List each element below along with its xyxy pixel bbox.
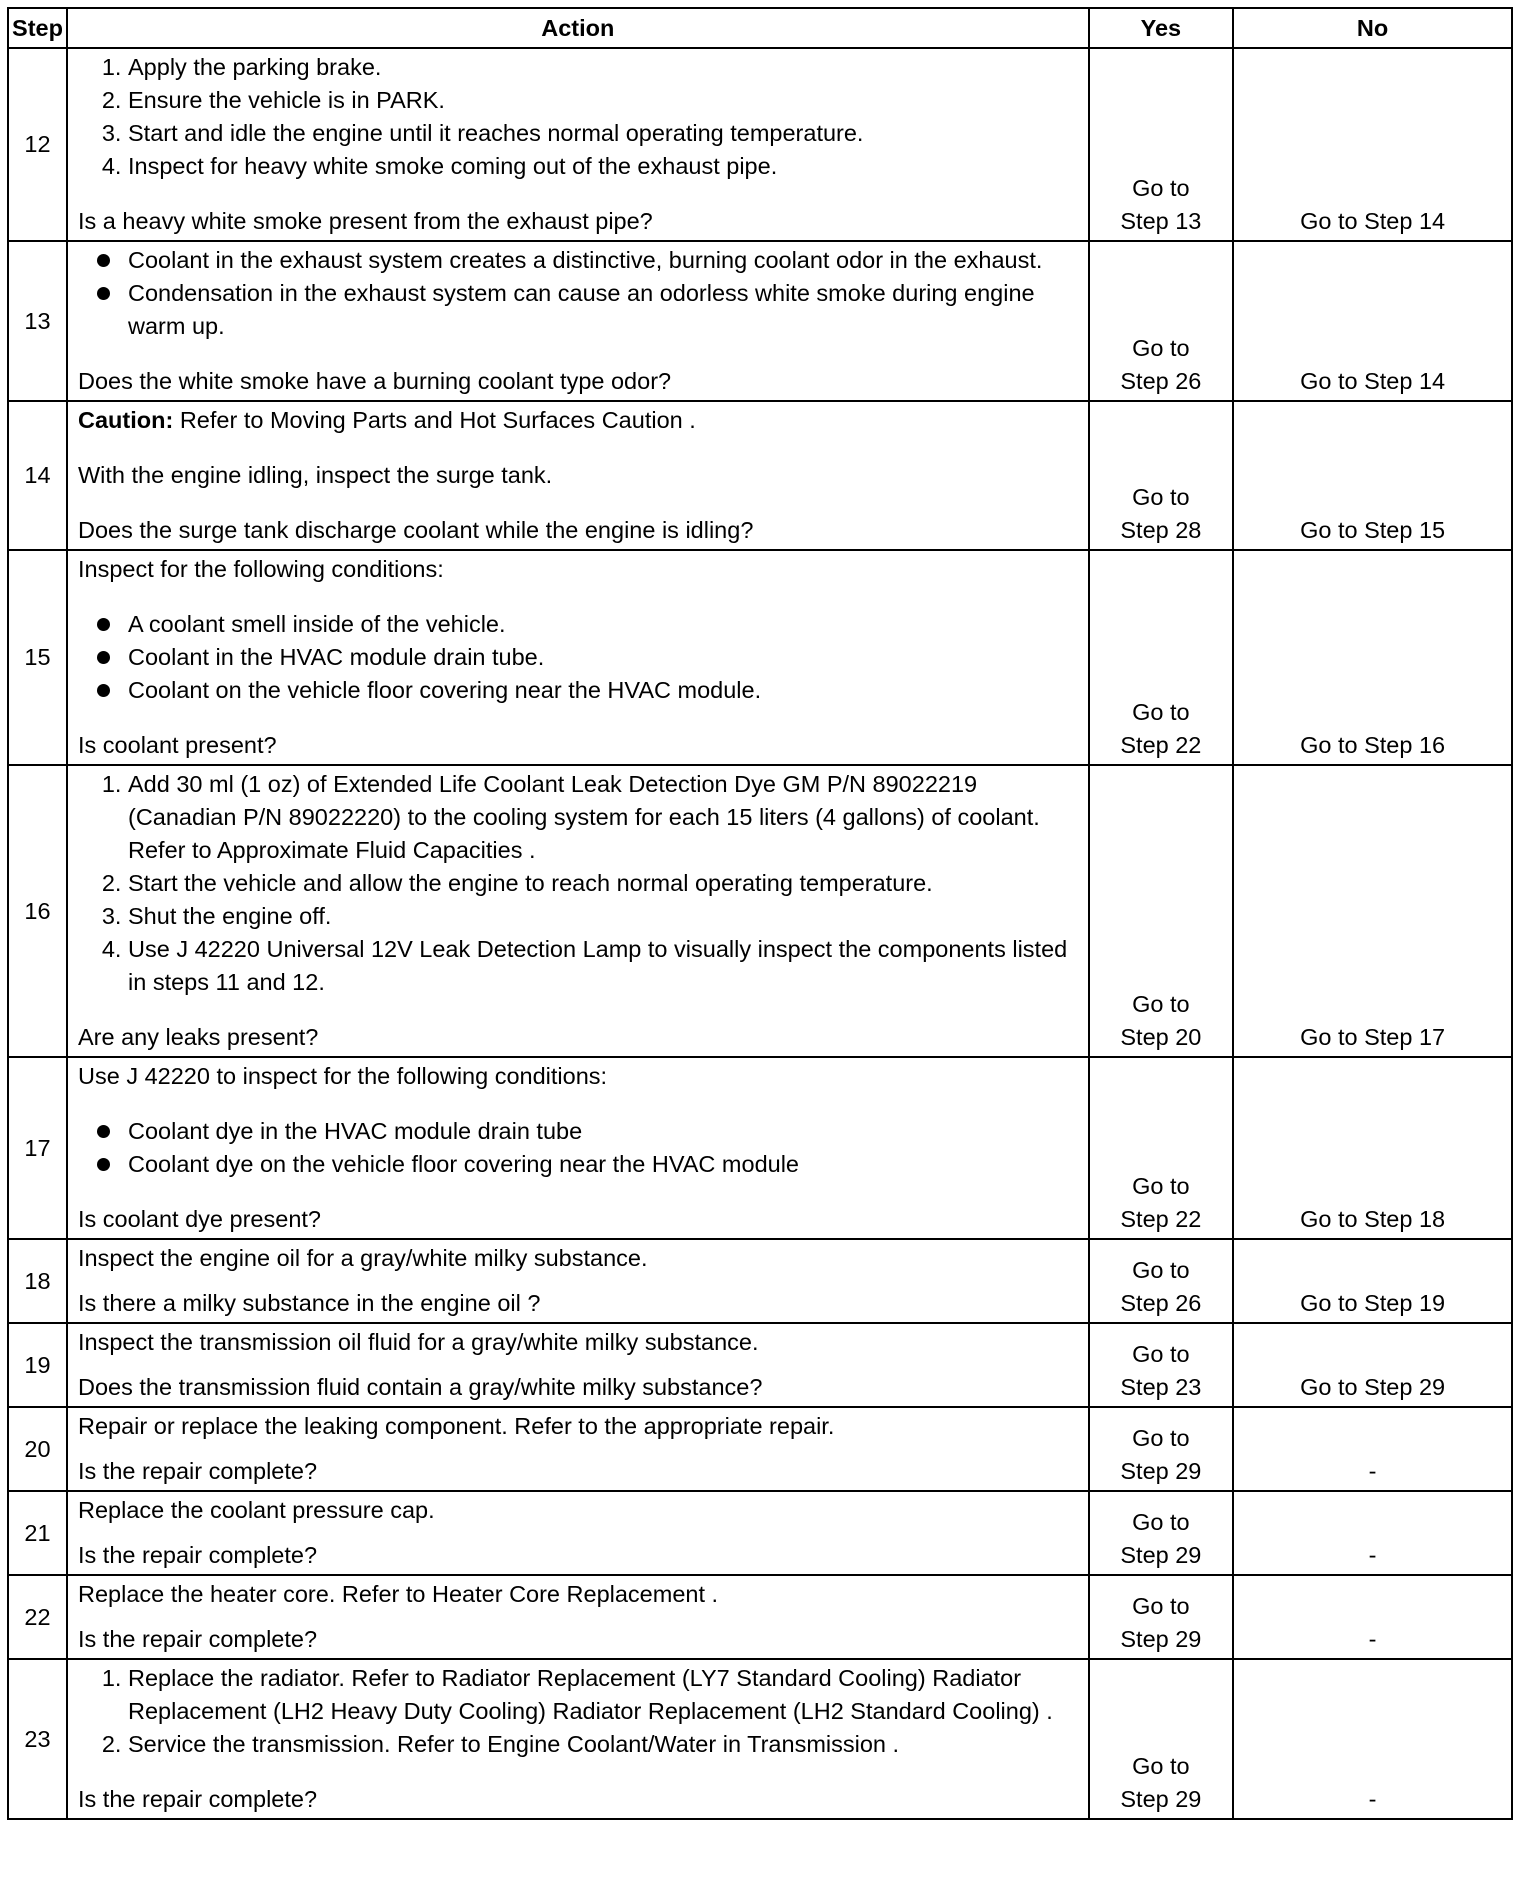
yes-goto: Go to bbox=[1132, 1753, 1190, 1779]
question-text: Is there a milky substance in the engine oil ? bbox=[78, 1290, 541, 1316]
step-number: 18 bbox=[8, 1239, 67, 1323]
yes-cell bbox=[1089, 48, 1234, 241]
yes-step: Step 29 bbox=[1120, 1542, 1202, 1568]
step-number: 17 bbox=[8, 1057, 67, 1239]
table-row bbox=[8, 765, 1512, 1057]
yes-step: Step 26 bbox=[1120, 1290, 1202, 1316]
list-item: 1. Add 30 ml (1 oz) of Extended Life Coolant Leak Detection Dye GM P/N 89022219 (Canadian P/N 89022220) to the cooling system for each 15 liters (4 gallons) of coolant. Refer to Approximate Fluid Capacities . bbox=[128, 768, 1080, 867]
action-text: Repair or replace the leaking component. Refer to the appropriate repair. bbox=[78, 1413, 835, 1439]
caution-text: Refer to Moving Parts and Hot Surfaces Caution . bbox=[173, 407, 696, 433]
yes-step: Step 22 bbox=[1120, 732, 1202, 758]
list-item: 2. Service the transmission. Refer to Engine Coolant/Water in Transmission . bbox=[128, 1728, 1080, 1761]
table-row bbox=[8, 1407, 1512, 1491]
yes-cell bbox=[1089, 241, 1234, 401]
caution-line bbox=[78, 404, 1080, 437]
action-cell bbox=[67, 241, 1089, 401]
yes-step: Step 22 bbox=[1120, 1206, 1202, 1232]
yes-cell bbox=[1089, 1057, 1234, 1239]
yes-cell bbox=[1089, 1239, 1234, 1323]
yes-goto: Go to bbox=[1132, 1593, 1190, 1619]
list-item: Coolant dye in the HVAC module drain tube bbox=[128, 1115, 1080, 1148]
step-number: 19 bbox=[8, 1323, 67, 1407]
yes-cell bbox=[1089, 1659, 1234, 1819]
yes-goto: Go to bbox=[1132, 1425, 1190, 1451]
numbered-list bbox=[78, 1662, 1080, 1761]
yes-step: Step 23 bbox=[1120, 1374, 1202, 1400]
list-item: Coolant in the exhaust system creates a distinctive, burning coolant odor in the exhaust. bbox=[128, 244, 1080, 277]
step-number: 14 bbox=[8, 401, 67, 550]
action-cell bbox=[67, 48, 1089, 241]
caution-label: Caution: bbox=[78, 407, 174, 433]
yes-step: Step 26 bbox=[1120, 368, 1202, 394]
list-item: Coolant in the HVAC module drain tube. bbox=[128, 641, 1080, 674]
table-row bbox=[8, 1323, 1512, 1407]
no-cell: Go to Step 19 bbox=[1233, 1239, 1512, 1323]
step-number: 15 bbox=[8, 550, 67, 765]
question-text: Is coolant dye present? bbox=[78, 1206, 321, 1232]
no-cell: - bbox=[1233, 1407, 1512, 1491]
action-text: Replace the heater core. Refer to Heater Core Replacement . bbox=[78, 1581, 719, 1607]
question-text: Does the white smoke have a burning coolant type odor? bbox=[78, 368, 672, 394]
step-number: 12 bbox=[8, 48, 67, 241]
list-item: 3. Start and idle the engine until it reaches normal operating temperature. bbox=[128, 117, 1080, 150]
diagnostic-table-container bbox=[7, 7, 1513, 1820]
header-no: No bbox=[1233, 8, 1512, 48]
yes-cell bbox=[1089, 550, 1234, 765]
table-row bbox=[8, 1659, 1512, 1819]
header-action: Action bbox=[67, 8, 1089, 48]
yes-cell bbox=[1089, 1407, 1234, 1491]
yes-step: Step 29 bbox=[1120, 1458, 1202, 1484]
step-number: 22 bbox=[8, 1575, 67, 1659]
header-step: Step bbox=[8, 8, 67, 48]
question-text: Is the repair complete? bbox=[78, 1626, 318, 1652]
yes-goto: Go to bbox=[1132, 1257, 1190, 1283]
bullet-list bbox=[78, 608, 1080, 707]
action-text: Inspect the transmission oil fluid for a gray/white milky substance. bbox=[78, 1329, 759, 1355]
yes-cell bbox=[1089, 1491, 1234, 1575]
question-text: Is the repair complete? bbox=[78, 1542, 318, 1568]
step-number: 13 bbox=[8, 241, 67, 401]
list-item: 3. Shut the engine off. bbox=[128, 900, 1080, 933]
yes-cell bbox=[1089, 765, 1234, 1057]
yes-goto: Go to bbox=[1132, 699, 1190, 725]
intro-text: Inspect for the following conditions: bbox=[78, 556, 444, 582]
table-row bbox=[8, 1239, 1512, 1323]
yes-goto: Go to bbox=[1132, 335, 1190, 361]
yes-goto: Go to bbox=[1132, 991, 1190, 1017]
yes-cell bbox=[1089, 1323, 1234, 1407]
list-item: 1. Replace the radiator. Refer to Radiator Replacement (LY7 Standard Cooling) Radiator Replacement (LH2 Heavy Duty Cooling) Radiator Replacement (LH2 Standard Cooling) . bbox=[128, 1662, 1080, 1728]
yes-step: Step 28 bbox=[1120, 517, 1202, 543]
action-cell bbox=[67, 1239, 1089, 1323]
yes-cell bbox=[1089, 1575, 1234, 1659]
action-cell bbox=[67, 401, 1089, 550]
no-cell: Go to Step 16 bbox=[1233, 550, 1512, 765]
question-text: Is the repair complete? bbox=[78, 1786, 318, 1812]
diagnostic-table bbox=[7, 7, 1513, 1820]
no-cell: - bbox=[1233, 1575, 1512, 1659]
yes-step: Step 29 bbox=[1120, 1626, 1202, 1652]
list-item: Coolant on the vehicle floor covering near the HVAC module. bbox=[128, 674, 1080, 707]
step-number: 21 bbox=[8, 1491, 67, 1575]
yes-step: Step 13 bbox=[1120, 208, 1202, 234]
no-cell: Go to Step 14 bbox=[1233, 241, 1512, 401]
list-item: 4. Use J 42220 Universal 12V Leak Detection Lamp to visually inspect the components listed in steps 11 and 12. bbox=[128, 933, 1080, 999]
list-item: 2. Start the vehicle and allow the engine to reach normal operating temperature. bbox=[128, 867, 1080, 900]
intro-text: Use J 42220 to inspect for the following conditions: bbox=[78, 1063, 608, 1089]
step-number: 16 bbox=[8, 765, 67, 1057]
no-cell: - bbox=[1233, 1659, 1512, 1819]
yes-goto: Go to bbox=[1132, 175, 1190, 201]
list-item: 4. Inspect for heavy white smoke coming out of the exhaust pipe. bbox=[128, 150, 1080, 183]
question-text: Does the surge tank discharge coolant while the engine is idling? bbox=[78, 517, 754, 543]
bullet-list bbox=[78, 1115, 1080, 1181]
header-yes: Yes bbox=[1089, 8, 1234, 48]
question-text: Is a heavy white smoke present from the exhaust pipe? bbox=[78, 208, 653, 234]
table-row bbox=[8, 1057, 1512, 1239]
header-row bbox=[8, 8, 1512, 48]
step-number: 20 bbox=[8, 1407, 67, 1491]
table-row bbox=[8, 550, 1512, 765]
action-cell bbox=[67, 1407, 1089, 1491]
question-text: Does the transmission fluid contain a gray/white milky substance? bbox=[78, 1374, 763, 1400]
action-cell bbox=[67, 765, 1089, 1057]
no-cell: Go to Step 29 bbox=[1233, 1323, 1512, 1407]
action-text: Replace the coolant pressure cap. bbox=[78, 1497, 435, 1523]
table-row bbox=[8, 48, 1512, 241]
action-cell bbox=[67, 1659, 1089, 1819]
step-number: 23 bbox=[8, 1659, 67, 1819]
no-cell: Go to Step 17 bbox=[1233, 765, 1512, 1057]
yes-goto: Go to bbox=[1132, 1509, 1190, 1535]
list-item: Coolant dye on the vehicle floor covering near the HVAC module bbox=[128, 1148, 1080, 1181]
table-row bbox=[8, 1575, 1512, 1659]
yes-goto: Go to bbox=[1132, 484, 1190, 510]
question-text: Is coolant present? bbox=[78, 732, 277, 758]
yes-step: Step 29 bbox=[1120, 1786, 1202, 1812]
action-text: Inspect the engine oil for a gray/white milky substance. bbox=[78, 1245, 648, 1271]
no-cell: Go to Step 15 bbox=[1233, 401, 1512, 550]
table-row bbox=[8, 241, 1512, 401]
question-text: Is the repair complete? bbox=[78, 1458, 318, 1484]
table-row bbox=[8, 1491, 1512, 1575]
yes-step: Step 20 bbox=[1120, 1024, 1202, 1050]
table-row bbox=[8, 401, 1512, 550]
action-cell bbox=[67, 1057, 1089, 1239]
numbered-list bbox=[78, 768, 1080, 999]
list-item: 2. Ensure the vehicle is in PARK. bbox=[128, 84, 1080, 117]
no-cell: - bbox=[1233, 1491, 1512, 1575]
action-cell bbox=[67, 550, 1089, 765]
yes-goto: Go to bbox=[1132, 1341, 1190, 1367]
action-cell bbox=[67, 1323, 1089, 1407]
list-item: 1. Apply the parking brake. bbox=[128, 51, 1080, 84]
list-item: Condensation in the exhaust system can cause an odorless white smoke during engine warm up. bbox=[128, 277, 1080, 343]
numbered-list bbox=[78, 51, 1080, 183]
action-text: With the engine idling, inspect the surge tank. bbox=[78, 462, 553, 488]
action-cell bbox=[67, 1575, 1089, 1659]
list-item: A coolant smell inside of the vehicle. bbox=[128, 608, 1080, 641]
action-cell bbox=[67, 1491, 1089, 1575]
yes-cell bbox=[1089, 401, 1234, 550]
yes-goto: Go to bbox=[1132, 1173, 1190, 1199]
no-cell: Go to Step 18 bbox=[1233, 1057, 1512, 1239]
question-text: Are any leaks present? bbox=[78, 1024, 319, 1050]
bullet-list bbox=[78, 244, 1080, 343]
no-cell: Go to Step 14 bbox=[1233, 48, 1512, 241]
